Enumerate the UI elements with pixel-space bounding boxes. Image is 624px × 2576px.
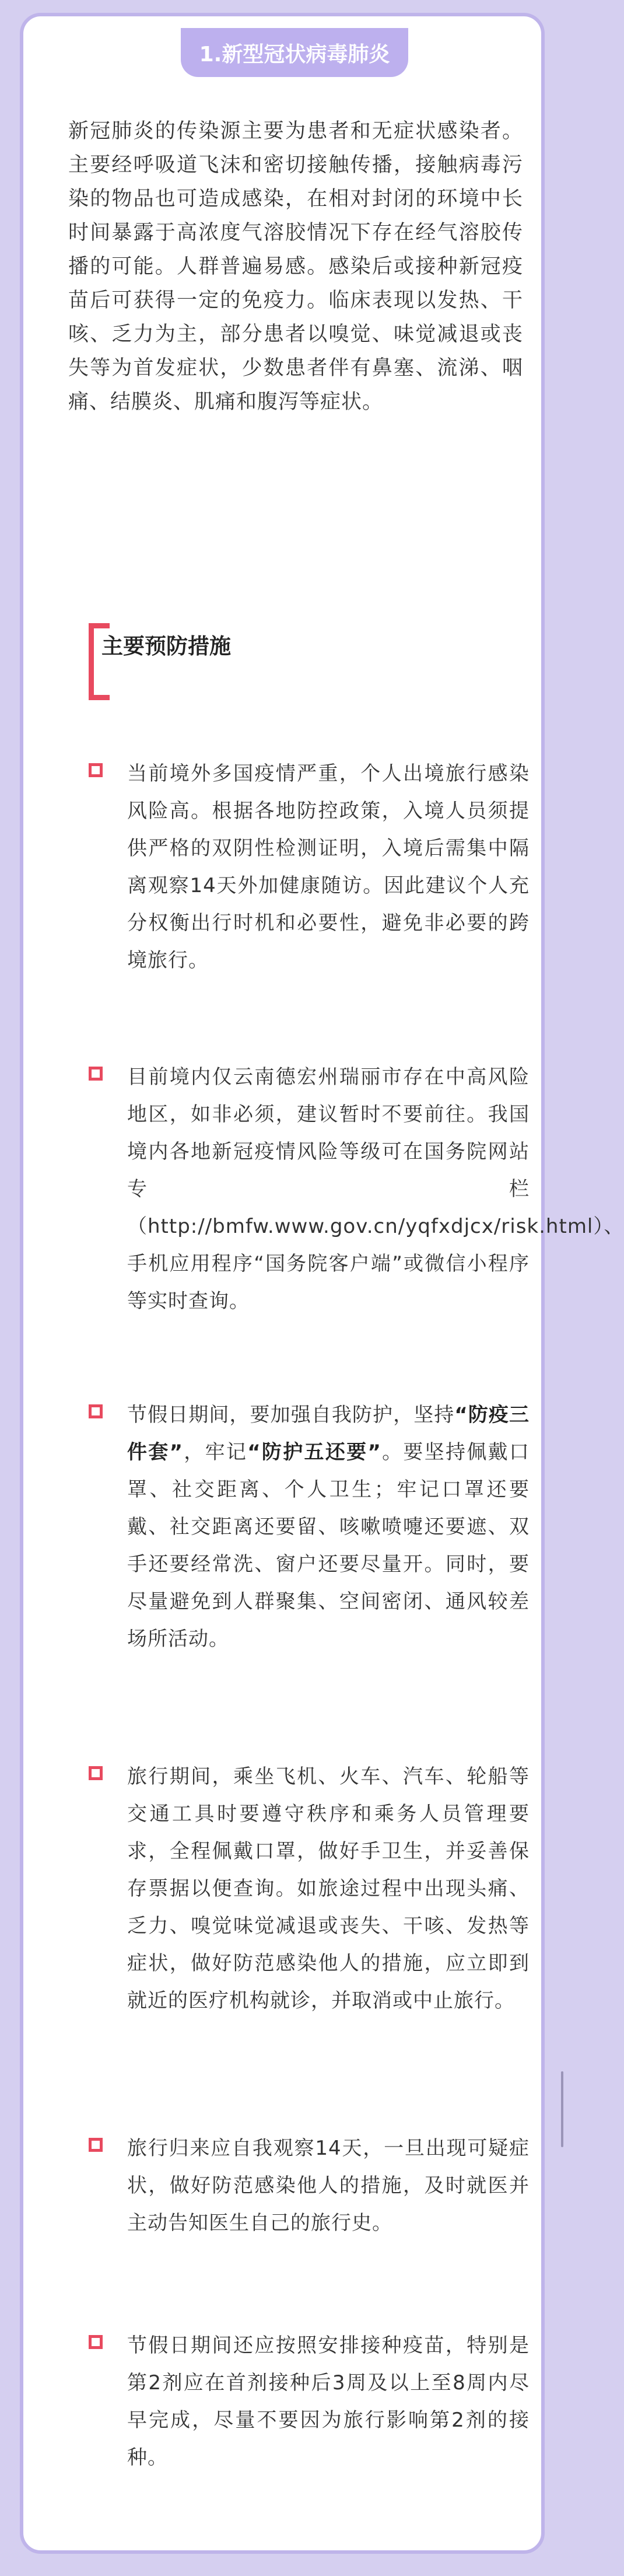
text-segment: ，牢记 [183, 1441, 248, 1464]
intro-paragraph: 新冠肺炎的传染源主要为患者和无症状感染者。主要经呼吸道飞沫和密切接触传播，接触病毒污染的物品也可造成感染，在相对封闭的环境中长时间暴露于高浓度气溶胶情况下存在经气溶胶传播的可能。人群普遍易感。感染后或接种新冠疫苗后可获得一定的免疫力。临床表现以发热、干咳、乏力为主，部分患者以嗅觉、味觉减退或丧失等为首发症状，少数患者伴有鼻塞、流涕、咽痛、结膜炎、肌痛和腹泻等症状。 [68, 120, 523, 414]
list-item [89, 2327, 532, 2476]
square-bullet-icon [89, 1766, 103, 1780]
list-item-text: 旅行期间，乘坐飞机、火车、汽车、轮船等交通工具时要遵守秩序和乘务人员管理要求，全程佩戴口罩，做好手卫生，并妥善保存票据以便查询。如旅途过程中出现头痛、乏力、嗅觉味觉减退或丧失、干咳、发热等症状，做好防范感染他人的措施，应立即到就近的医疗机构就诊，并取消或中止旅行。 [127, 1765, 530, 2012]
list-item-text: 当前境外多国疫情严重，个人出境旅行感染风险高。根据各地防控政策，入境人员须提供严格的双阴性检测证明，入境后需集中隔离观察14天外加健康随访。因此建议个人充分权衡出行时机和必要性，避免非必要的跨境旅行。 [127, 762, 530, 972]
section-title: 主要预防措施 [101, 634, 231, 659]
highlight-five-musts: “防护五还要” [247, 1441, 381, 1464]
square-bullet-icon [89, 763, 103, 777]
list-item-text: 目前境内仅云南德宏州瑞丽市存在中高风险地区，如非必须，建议暂时不要前往。我国境内各地新冠疫情风险等级可在国务院网站专栏（http://bmfw.www.gov.cn/yqfxdjcx/risk.html）、手机应用程序“国务院客户端”或微信小程序等实时查询。 [127, 1065, 624, 1313]
square-bullet-icon [89, 2335, 103, 2349]
list-item [89, 1058, 624, 1320]
scrollbar[interactable] [561, 2071, 563, 2147]
highlight-three-items: “防疫三件套” [127, 1403, 530, 1464]
list-item-text: 节假日期间还应按照安排接种疫苗，特别是第2剂应在首剂接种后3周及以上至8周内尽早完成，尽量不要因为旅行影响第2剂的接种。 [127, 2334, 530, 2469]
text-segment: 。要坚持佩戴口罩、社交距离、个人卫生；牢记口罩还要戴、社交距离还要留、咳嗽喷嚏还要遮、双手还要经常洗、窗户还要尽量开。同时，要尽量避免到人群聚集、空间密闭、通风较差场所活动。 [127, 1441, 530, 1651]
list-item [89, 2130, 532, 2242]
header-title: 1.新型冠状病毒肺炎 [199, 42, 390, 67]
list-item-text [127, 1396, 530, 1658]
square-bullet-icon [89, 2138, 103, 2152]
list-item [89, 1758, 532, 2019]
list-item [89, 755, 532, 979]
list-item-text: 旅行归来应自我观察14天，一旦出现可疑症状，做好防范感染他人的措施，及时就医并主动告知医生自己的旅行史。 [127, 2137, 530, 2235]
square-bullet-icon [89, 1404, 103, 1418]
section-header-pill [181, 28, 408, 77]
text-segment: 节假日期间，要加强自我防护，坚持 [127, 1403, 455, 1427]
content-card [20, 13, 624, 2554]
list-item [89, 1396, 532, 1658]
square-bullet-icon [89, 1067, 103, 1081]
